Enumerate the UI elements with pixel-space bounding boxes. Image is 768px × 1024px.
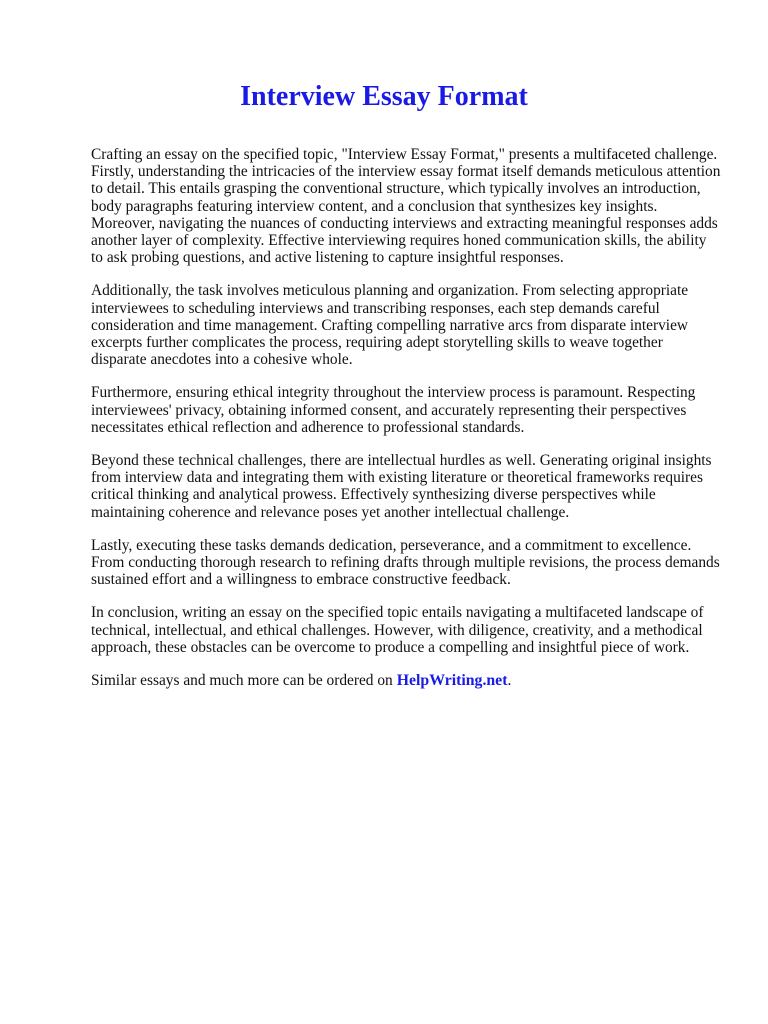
footer-trailing-period: .	[507, 672, 512, 690]
essay-paragraph-2: Additionally, the task involves meticulous planning and organization. From selecting appropriate interviewees to scheduling interviews and transcribing responses, each step demands careful consideration and time management. Crafting compelling narrative arcs from disparate interview excerpts further complicates the process, requiring adept storytelling skills to weave together disparate anecdotes into a cohesive whole.	[91, 282, 689, 369]
footer-line	[91, 672, 721, 689]
essay-body	[91, 146, 721, 689]
essay-paragraph-6: In conclusion, writing an essay on the specified topic entails navigating a multifaceted landscape of technical, intellectual, and ethical challenges. However, with diligence, creativity, and a methodical approach, these obstacles can be overcome to produce a compelling and insightful piece of work.	[91, 604, 704, 656]
helpwriting-link[interactable]: HelpWriting.net	[396, 672, 508, 690]
essay-paragraph-1: Crafting an essay on the specified topic, "Interview Essay Format," presents a multifaceted challenge. Firstly, understanding the intricacies of the interview essay format itself demands meticulous attention to detail. This entails grasping the conventional structure, which typically involves an introduction, body paragraphs featuring interview content, and a conclusion that synthesizes key insights. Moreover, navigating the nuances of conducting interviews and extracting meaningful responses adds another layer of complexity. Effective interviewing requires honed communication skills, the ability to ask probing questions, and active listening to capture insightful responses.	[91, 146, 721, 267]
page-title: Interview Essay Format	[240, 81, 528, 112]
essay-paragraph-5: Lastly, executing these tasks demands dedication, perseverance, and a commitment to excellence. From conducting thorough research to refining drafts through multiple revisions, the process demands sustained effort and a willingness to embrace constructive feedback.	[91, 536, 720, 589]
footer-text: Similar essays and much more can be ordered on	[91, 672, 393, 690]
essay-paragraph-4: Beyond these technical challenges, there are intellectual hurdles as well. Generating original insights from interview data and integrating them with existing literature or theoretical frameworks requires critical thinking and analytical prowess. Effectively synthesizing diverse perspectives while maintaining coherence and relevance poses yet another intellectual challenge.	[91, 452, 712, 521]
essay-paragraph-3: Furthermore, ensuring ethical integrity throughout the interview process is paramount. Respecting interviewees' privacy, obtaining informed consent, and accurately representing their perspectives necessitates ethical reflection and adherence to professional standards.	[91, 384, 696, 436]
